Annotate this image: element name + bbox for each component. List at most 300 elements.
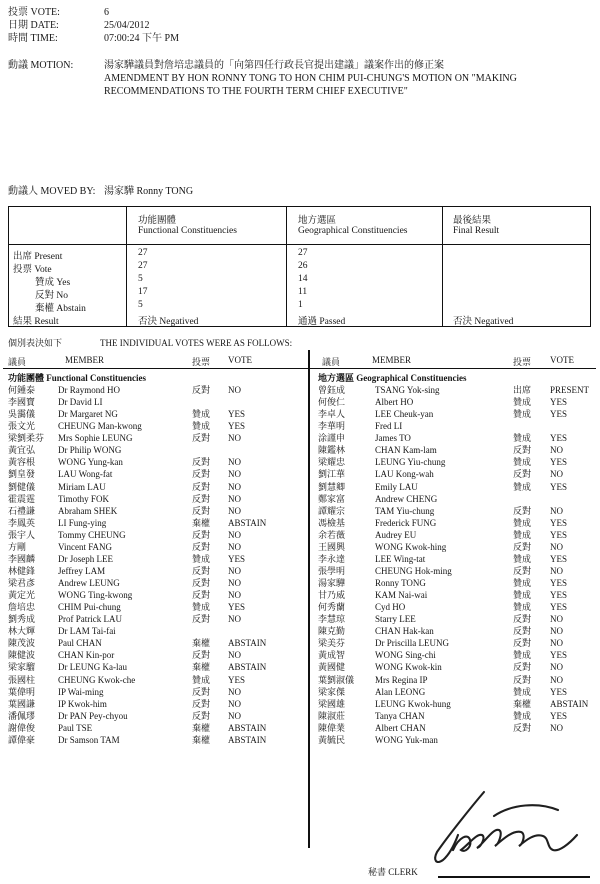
member-name-en: Paul TSE bbox=[58, 722, 93, 733]
member-row bbox=[8, 661, 306, 673]
member-row bbox=[318, 686, 598, 698]
member-vote-cn: 反對 bbox=[513, 626, 532, 637]
member-name-cn: 林健鋒 bbox=[8, 565, 36, 576]
member-vote-en: NO bbox=[228, 710, 241, 721]
member-name-cn: 劉健儀 bbox=[8, 481, 36, 492]
summary-gc-value: 26 bbox=[298, 261, 308, 271]
member-name-cn: 潘佩璆 bbox=[8, 710, 36, 721]
member-name-cn: 梁君彥 bbox=[8, 578, 36, 588]
vote-header-en: VOTE bbox=[550, 355, 574, 365]
member-vote-en: NO bbox=[550, 541, 563, 552]
member-row bbox=[8, 710, 306, 722]
member-name-en: LEE Cheuk-yan bbox=[375, 409, 434, 420]
clerk-signature bbox=[420, 788, 588, 872]
member-vote-cn: 贊成 bbox=[513, 433, 532, 444]
member-name-cn: 林大輝 bbox=[8, 626, 36, 637]
member-name-en: CHEUNG Man-kwong bbox=[58, 421, 142, 432]
member-name-en: Dr David LI bbox=[58, 397, 103, 408]
member-row bbox=[8, 384, 306, 396]
member-name-cn: 霍震霆 bbox=[8, 493, 36, 504]
member-row bbox=[8, 686, 306, 698]
member-name-en: Cyd HO bbox=[375, 602, 406, 613]
member-vote-cn: 反對 bbox=[192, 650, 211, 661]
member-vote-cn: 贊成 bbox=[513, 710, 532, 721]
summary-row-label: 結果 Result bbox=[13, 317, 59, 327]
member-row bbox=[318, 722, 598, 734]
member-vote-cn: 贊成 bbox=[192, 553, 211, 564]
individual-votes-intro-cn: 個別表決如下 bbox=[8, 338, 63, 348]
member-vote-cn: 棄權 bbox=[192, 517, 211, 528]
member-name-en: CHAN Kin-por bbox=[58, 650, 115, 661]
functional-votes-list bbox=[8, 384, 306, 746]
member-row bbox=[318, 649, 598, 661]
member-name-cn: 張文光 bbox=[8, 421, 36, 432]
member-name-en: KAM Nai-wai bbox=[375, 590, 428, 601]
member-name-en: CHAN Kam-lam bbox=[375, 445, 437, 456]
member-row bbox=[318, 396, 598, 408]
member-name-cn: 黃宜弘 bbox=[8, 445, 36, 456]
member-vote-cn: 贊成 bbox=[513, 397, 532, 408]
member-vote-en: YES bbox=[550, 578, 568, 588]
member-name-cn: 陳淑莊 bbox=[318, 710, 346, 721]
member-vote-cn: 反對 bbox=[513, 674, 532, 685]
member-vote-en: YES bbox=[550, 529, 568, 540]
member-vote-cn: 反對 bbox=[513, 614, 532, 625]
member-vote-cn: 反對 bbox=[192, 433, 211, 444]
group-functional-en: Functional Constituencies bbox=[46, 373, 147, 383]
col-functional-en: Functional Constituencies bbox=[138, 226, 237, 236]
member-vote-en: ABSTAIN bbox=[228, 638, 267, 649]
member-name-en: James TO bbox=[375, 433, 411, 444]
member-vote-en: YES bbox=[550, 602, 568, 613]
member-name-cn: 劉慧卿 bbox=[318, 481, 346, 492]
member-name-cn: 張宇人 bbox=[8, 529, 36, 540]
member-name-en: CHEUNG Hok-ming bbox=[375, 565, 452, 576]
member-row bbox=[318, 589, 598, 601]
member-name-en: WONG Kwok-hing bbox=[375, 541, 447, 552]
member-row bbox=[318, 493, 598, 505]
col-functional-cn: 功能團體 bbox=[138, 216, 177, 226]
member-vote-cn: 反對 bbox=[192, 469, 211, 480]
member-name-cn: 李國寶 bbox=[8, 397, 36, 408]
member-name-en: Mrs Sophie LEUNG bbox=[58, 433, 133, 444]
summary-gc-value: 通過 Passed bbox=[298, 317, 346, 327]
member-row bbox=[8, 468, 306, 480]
member-vote-en: YES bbox=[550, 650, 568, 661]
member-vote-cn: 贊成 bbox=[513, 457, 532, 468]
member-vote-en: YES bbox=[550, 409, 568, 420]
member-vote-en: ABSTAIN bbox=[228, 722, 267, 733]
member-name-cn: 鄭家富 bbox=[318, 493, 346, 504]
member-vote-en: NO bbox=[228, 481, 241, 492]
member-name-cn: 葉偉明 bbox=[8, 686, 36, 697]
date-value: 25/04/2012 bbox=[104, 20, 150, 31]
member-vote-cn: 贊成 bbox=[513, 602, 532, 613]
member-name-cn: 石禮謙 bbox=[8, 505, 36, 516]
member-row bbox=[8, 625, 306, 637]
member-vote-cn: 贊成 bbox=[513, 553, 532, 564]
member-vote-en: NO bbox=[228, 469, 241, 480]
member-row bbox=[8, 420, 306, 432]
motion-text-en2: RECOMMENDATIONS TO THE FOURTH TERM CHIEF EXECUTIVE" bbox=[104, 86, 408, 97]
member-vote-cn: 反對 bbox=[192, 385, 211, 395]
member-name-en: Albert CHAN bbox=[375, 722, 426, 733]
summary-fc-value: 27 bbox=[138, 248, 148, 258]
member-name-en: WONG Yuk-man bbox=[375, 734, 438, 745]
member-name-en: Jeffrey LAM bbox=[58, 565, 106, 576]
member-vote-cn: 反對 bbox=[513, 722, 532, 733]
member-name-cn: 梁家傑 bbox=[318, 686, 346, 697]
member-vote-en: YES bbox=[550, 590, 568, 601]
member-name-cn: 方剛 bbox=[8, 541, 27, 552]
member-vote-en: PRESENT bbox=[550, 385, 590, 395]
member-vote-en: NO bbox=[550, 614, 563, 625]
member-name-en: Frederick FUNG bbox=[375, 517, 437, 528]
summary-row-label: 贊成 Yes bbox=[35, 278, 71, 288]
summary-gc-value: 1 bbox=[298, 300, 303, 310]
member-name-cn: 湯家驊 bbox=[318, 578, 346, 588]
member-vote-cn: 贊成 bbox=[513, 481, 532, 492]
member-name-cn: 劉秀成 bbox=[8, 614, 36, 625]
group-geographical-en: Geographical Constituencies bbox=[356, 373, 467, 383]
member-row bbox=[8, 601, 306, 613]
member-name-en: Alan LEONG bbox=[375, 686, 426, 697]
member-row bbox=[318, 420, 598, 432]
member-vote-en: NO bbox=[550, 445, 563, 456]
member-name-en: LEE Wing-tat bbox=[375, 553, 426, 564]
member-name-cn: 曾鈺成 bbox=[318, 385, 346, 395]
member-vote-en: NO bbox=[228, 698, 241, 709]
member-row bbox=[8, 541, 306, 553]
member-vote-en: NO bbox=[550, 722, 563, 733]
summary-row bbox=[9, 274, 590, 287]
member-vote-cn: 反對 bbox=[513, 541, 532, 552]
member-row bbox=[8, 505, 306, 517]
member-name-cn: 黃容根 bbox=[8, 457, 36, 468]
member-name-en: Audrey EU bbox=[375, 529, 417, 540]
member-row bbox=[318, 553, 598, 565]
member-row bbox=[8, 553, 306, 565]
clerk-signature-line bbox=[438, 876, 590, 878]
member-vote-en: NO bbox=[228, 650, 241, 661]
member-name-en: IP Wai-ming bbox=[58, 686, 104, 697]
member-name-cn: 張學明 bbox=[318, 565, 346, 576]
member-row bbox=[318, 432, 598, 444]
member-row bbox=[318, 734, 598, 746]
member-name-en: Dr Margaret NG bbox=[58, 409, 118, 420]
member-vote-en: NO bbox=[228, 433, 241, 444]
member-name-cn: 陳健波 bbox=[8, 650, 36, 661]
member-name-cn: 涂謹申 bbox=[318, 433, 346, 444]
member-name-en: Dr Priscilla LEUNG bbox=[375, 638, 449, 649]
member-row bbox=[8, 637, 306, 649]
member-vote-en: NO bbox=[550, 469, 563, 480]
member-vote-en: NO bbox=[228, 590, 241, 601]
member-vote-cn: 反對 bbox=[192, 457, 211, 468]
member-vote-cn: 反對 bbox=[192, 710, 211, 721]
member-vote-en: NO bbox=[550, 674, 563, 685]
member-header-en: MEMBER bbox=[372, 355, 412, 365]
member-name-cn: 何俊仁 bbox=[318, 397, 346, 408]
member-name-cn: 陳鑑林 bbox=[318, 445, 346, 456]
member-row bbox=[8, 517, 306, 529]
summary-row-label: 棄權 Abstain bbox=[35, 304, 86, 314]
member-name-en: LI Fung-ying bbox=[58, 517, 107, 528]
time-label: 時間 TIME: bbox=[8, 33, 58, 44]
member-name-cn: 譚耀宗 bbox=[318, 505, 346, 516]
member-vote-en: YES bbox=[550, 686, 568, 697]
member-name-cn: 梁國雄 bbox=[318, 698, 346, 709]
member-vote-cn: 贊成 bbox=[513, 517, 532, 528]
member-name-cn: 馮檢基 bbox=[318, 517, 346, 528]
member-vote-en: YES bbox=[228, 674, 246, 685]
member-name-cn: 詹培忠 bbox=[8, 602, 36, 613]
member-name-en: Andrew LEUNG bbox=[58, 578, 120, 588]
summary-gc-value: 27 bbox=[298, 248, 308, 258]
member-row bbox=[318, 505, 598, 517]
member-name-en: LEUNG Yiu-chung bbox=[375, 457, 446, 468]
member-row bbox=[318, 698, 598, 710]
member-name-en: WONG Kwok-kin bbox=[375, 662, 442, 673]
member-vote-cn: 反對 bbox=[192, 698, 211, 709]
member-vote-en: NO bbox=[228, 565, 241, 576]
member-row bbox=[318, 613, 598, 625]
member-name-cn: 譚偉豪 bbox=[8, 734, 36, 745]
member-row bbox=[318, 408, 598, 420]
member-name-en: Paul CHAN bbox=[58, 638, 102, 649]
member-vote-en: YES bbox=[550, 710, 568, 721]
member-name-en: Albert HO bbox=[375, 397, 414, 408]
member-vote-en: YES bbox=[228, 602, 246, 613]
member-vote-en: YES bbox=[550, 481, 568, 492]
member-vote-cn: 贊成 bbox=[513, 650, 532, 661]
member-vote-en: NO bbox=[228, 541, 241, 552]
motion-text-cn: 湯家驊議員對詹培忠議員的「向第四任行政長官提出建議」議案作出的修正案 bbox=[104, 60, 444, 71]
member-row bbox=[318, 481, 598, 493]
member-name-en: Abraham SHEK bbox=[58, 505, 118, 516]
member-name-en: Andrew CHENG bbox=[375, 493, 438, 504]
member-vote-cn: 贊成 bbox=[192, 421, 211, 432]
member-vote-en: NO bbox=[550, 662, 563, 673]
member-vote-en: YES bbox=[550, 433, 568, 444]
member-vote-en: YES bbox=[228, 421, 246, 432]
table-divider bbox=[9, 244, 590, 245]
member-name-cn: 梁耀忠 bbox=[318, 457, 346, 468]
member-row bbox=[318, 384, 598, 396]
member-row bbox=[318, 577, 598, 589]
member-name-en: TAM Yiu-chung bbox=[375, 505, 435, 516]
member-row bbox=[318, 637, 598, 649]
member-vote-cn: 棄權 bbox=[192, 734, 211, 745]
member-name-cn: 李國麟 bbox=[8, 553, 36, 564]
member-name-cn: 梁劉柔芬 bbox=[8, 433, 45, 444]
moved-by-label: 動議人 MOVED BY: bbox=[8, 186, 96, 197]
member-name-en: Mrs Regina IP bbox=[375, 674, 428, 685]
member-name-cn: 謝偉俊 bbox=[8, 722, 36, 733]
member-name-en: Dr Philip WONG bbox=[58, 445, 122, 456]
moved-by-value: 湯家驊 Ronny TONG bbox=[104, 186, 194, 197]
summary-row-label: 出席 Present bbox=[13, 252, 63, 262]
member-header-cn: 議員 bbox=[322, 357, 341, 367]
member-vote-en: ABSTAIN bbox=[228, 734, 267, 745]
member-name-en: LAU Kong-wah bbox=[375, 469, 434, 480]
member-row bbox=[8, 529, 306, 541]
member-name-cn: 劉江華 bbox=[318, 469, 346, 480]
summary-gc-value: 14 bbox=[298, 274, 308, 284]
summary-row bbox=[9, 313, 590, 326]
member-row bbox=[8, 734, 306, 746]
member-name-en: TSANG Yok-sing bbox=[375, 385, 440, 395]
member-vote-cn: 贊成 bbox=[192, 602, 211, 613]
member-row bbox=[8, 396, 306, 408]
member-vote-en: NO bbox=[228, 529, 241, 540]
member-name-en: CHEUNG Kwok-che bbox=[58, 674, 136, 685]
member-vote-en: YES bbox=[228, 409, 246, 420]
member-row bbox=[8, 722, 306, 734]
member-name-en: Prof Patrick LAU bbox=[58, 614, 122, 625]
summary-row bbox=[9, 300, 590, 313]
member-row bbox=[8, 456, 306, 468]
member-row bbox=[8, 444, 306, 456]
member-name-en: Dr PAN Pey-chyou bbox=[58, 710, 128, 721]
col-final-cn: 最後結果 bbox=[453, 216, 492, 226]
member-vote-cn: 反對 bbox=[513, 469, 532, 480]
member-vote-cn: 贊成 bbox=[192, 409, 211, 420]
member-row bbox=[8, 649, 306, 661]
member-name-en: Dr Raymond HO bbox=[58, 385, 120, 395]
member-vote-cn: 棄權 bbox=[513, 698, 532, 709]
clerk-label: 秘書 CLERK bbox=[368, 867, 418, 877]
member-vote-en: NO bbox=[228, 493, 241, 504]
motion-label: 動議 MOTION: bbox=[8, 60, 74, 71]
member-row bbox=[8, 432, 306, 444]
member-row bbox=[8, 565, 306, 577]
member-vote-cn: 反對 bbox=[192, 565, 211, 576]
member-name-cn: 黃成智 bbox=[318, 650, 346, 661]
member-name-cn: 李卓人 bbox=[318, 409, 346, 420]
col-geographical-en: Geographical Constituencies bbox=[298, 226, 408, 236]
vote-number-label: 投票 VOTE: bbox=[8, 7, 60, 18]
member-row bbox=[8, 493, 306, 505]
member-name-en: Fred LI bbox=[375, 421, 403, 432]
member-name-en: LEUNG Kwok-hung bbox=[375, 698, 451, 709]
member-row bbox=[318, 625, 598, 637]
summary-fc-value: 5 bbox=[138, 274, 143, 284]
member-name-en: WONG Yung-kan bbox=[58, 457, 123, 468]
member-name-cn: 梁美芬 bbox=[318, 638, 346, 649]
member-row bbox=[318, 601, 598, 613]
member-name-en: Tommy CHEUNG bbox=[58, 529, 126, 540]
member-vote-cn: 反對 bbox=[192, 505, 211, 516]
member-vote-cn: 棄權 bbox=[192, 722, 211, 733]
member-name-cn: 劉皇發 bbox=[8, 469, 36, 480]
member-vote-en: NO bbox=[228, 614, 241, 625]
member-vote-en: YES bbox=[550, 397, 568, 408]
member-vote-cn: 贊成 bbox=[192, 674, 211, 685]
member-vote-cn: 反對 bbox=[513, 638, 532, 649]
member-vote-cn: 贊成 bbox=[513, 578, 532, 588]
member-name-en: Miriam LAU bbox=[58, 481, 106, 492]
vote-number-value: 6 bbox=[104, 7, 109, 18]
group-geographical bbox=[318, 371, 467, 384]
member-vote-cn: 反對 bbox=[192, 529, 211, 540]
member-name-en: Emily LAU bbox=[375, 481, 418, 492]
member-vote-en: NO bbox=[550, 638, 563, 649]
member-vote-en: YES bbox=[550, 457, 568, 468]
member-row bbox=[318, 661, 598, 673]
member-vote-cn: 反對 bbox=[192, 493, 211, 504]
summary-row-label: 投票 Vote bbox=[13, 265, 52, 275]
member-name-en: WONG Ting-kwong bbox=[58, 590, 133, 601]
header-rule bbox=[3, 368, 596, 369]
member-vote-cn: 出席 bbox=[513, 385, 532, 395]
member-vote-cn: 反對 bbox=[192, 481, 211, 492]
member-name-en: Starry LEE bbox=[375, 614, 416, 625]
member-name-cn: 張國柱 bbox=[8, 674, 36, 685]
summary-row bbox=[9, 248, 590, 261]
member-name-cn: 陳茂波 bbox=[8, 638, 36, 649]
member-vote-en: NO bbox=[228, 385, 241, 395]
member-name-cn: 何鍾泰 bbox=[8, 385, 36, 395]
member-name-en: LAU Wong-fat bbox=[58, 469, 113, 480]
member-row bbox=[8, 613, 306, 625]
time-value: 07:00:24 下午 PM bbox=[104, 33, 180, 44]
summary-row-label: 反對 No bbox=[35, 291, 68, 301]
member-name-cn: 葉國謙 bbox=[8, 698, 36, 709]
member-name-en: Vincent FANG bbox=[58, 541, 113, 552]
member-name-cn: 余若薇 bbox=[318, 529, 346, 540]
member-name-cn: 葉劉淑儀 bbox=[318, 674, 355, 685]
summary-fc-value: 17 bbox=[138, 287, 148, 297]
member-vote-en: NO bbox=[550, 565, 563, 576]
col-geographical-cn: 地方選區 bbox=[298, 216, 337, 226]
member-vote-cn: 反對 bbox=[192, 541, 211, 552]
member-vote-cn: 棄權 bbox=[192, 662, 211, 673]
member-name-cn: 甘乃威 bbox=[318, 590, 346, 601]
group-functional bbox=[8, 371, 146, 384]
member-name-cn: 何秀蘭 bbox=[318, 602, 346, 613]
summary-row bbox=[9, 287, 590, 300]
member-name-en: Dr Samson TAM bbox=[58, 734, 120, 745]
member-vote-en: NO bbox=[550, 505, 563, 516]
member-row bbox=[318, 565, 598, 577]
member-vote-cn: 反對 bbox=[192, 614, 211, 625]
summary-fc-value: 否決 Negatived bbox=[138, 317, 199, 327]
member-name-cn: 梁家騮 bbox=[8, 662, 36, 673]
group-functional-cn: 功能團體 bbox=[8, 373, 45, 383]
member-vote-en: NO bbox=[550, 626, 563, 637]
group-geographical-cn: 地方選區 bbox=[318, 373, 355, 383]
member-header-en: MEMBER bbox=[65, 355, 105, 365]
member-name-cn: 王國興 bbox=[318, 541, 346, 552]
member-vote-cn: 反對 bbox=[513, 445, 532, 456]
member-vote-cn: 贊成 bbox=[513, 529, 532, 540]
member-name-en: Tanya CHAN bbox=[375, 710, 425, 721]
member-name-en: CHIM Pui-chung bbox=[58, 602, 121, 613]
member-name-cn: 李鳳英 bbox=[8, 517, 36, 528]
summary-fc-value: 27 bbox=[138, 261, 148, 271]
member-name-en: Dr Joseph LEE bbox=[58, 553, 113, 564]
member-name-cn: 黃國健 bbox=[318, 662, 346, 673]
vote-header-en: VOTE bbox=[228, 355, 252, 365]
member-name-en: WONG Sing-chi bbox=[375, 650, 436, 661]
member-vote-cn: 贊成 bbox=[513, 590, 532, 601]
member-name-cn: 李永達 bbox=[318, 553, 346, 564]
member-name-en: CHAN Hak-kan bbox=[375, 626, 434, 637]
member-row bbox=[8, 577, 306, 589]
column-divider bbox=[308, 350, 310, 848]
member-vote-cn: 反對 bbox=[513, 565, 532, 576]
